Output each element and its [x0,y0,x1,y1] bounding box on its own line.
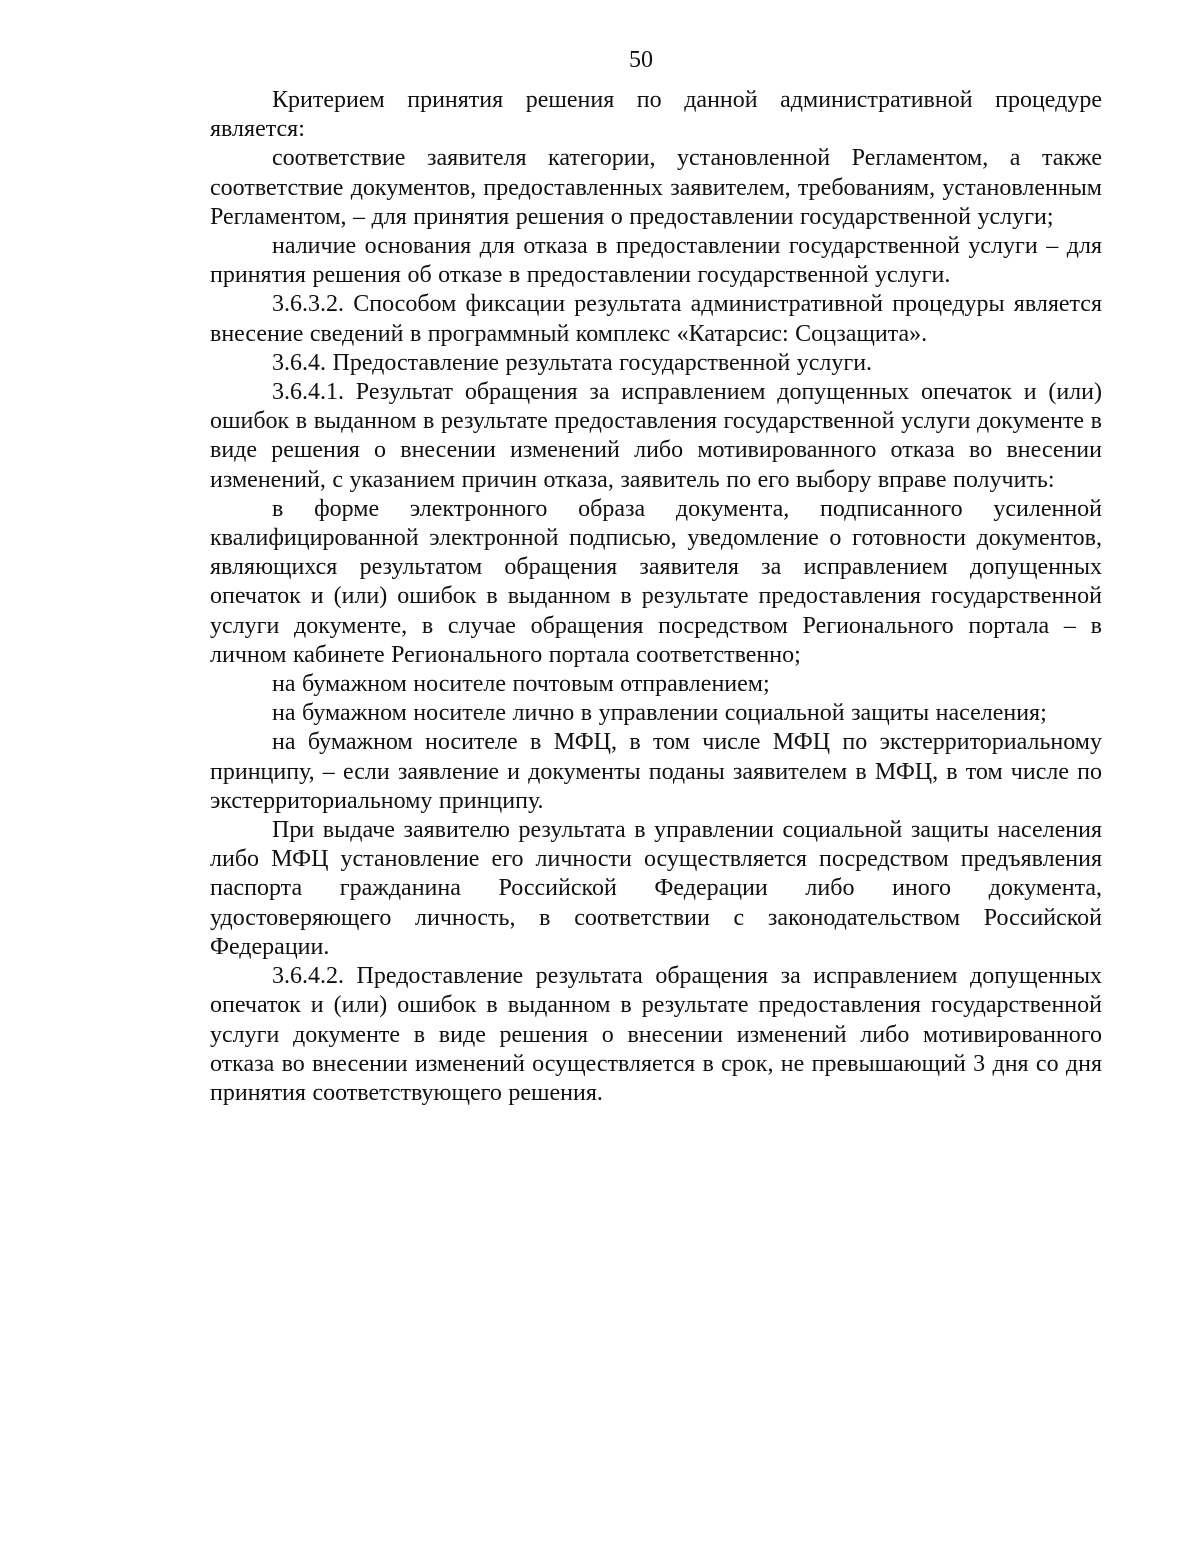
paragraph-identity-check: При выдаче заявителю результата в управлении социальной защиты населения либо МФЦ установление его личности осуществляется посредством предъявления паспорта гражданина Российской Федерации либо иного документа, удостоверяющего личность, в соответствии с законодательством Российской Федерации. [210,817,1102,960]
paragraph-in-person-office: на бумажном носителе лично в управлении социальной защиты населения; [272,700,1047,727]
paragraph-postal-delivery: на бумажном носителе почтовым отправлением; [272,671,770,698]
paragraph-criterion-refusal: наличие основания для отказа в предоставлении государственной услуги – для принятия решения об отказе в предоставлении государственной услуги. [210,233,1102,289]
paragraph-mfc-delivery: на бумажном носителе в МФЦ, в том числе МФЦ по экстерриториальному принципу, – если заявление и документы поданы заявителем в МФЦ, в том числе по экстерриториальному принципу. [210,729,1102,814]
page-number: 50 [629,47,653,73]
paragraph-3-6-4-2: 3.6.4.2. Предоставление результата обращения за исправлением допущенных опечаток и (или) ошибок в выданном в результате предоставления государственной услуги документе в виде решения о внесении изменений либо мотивированного отказа во внесении изменений осуществляется в срок, не превышающий 3 дня со дня принятия соответствующего решения. [210,963,1102,1106]
document-body [210,86,1102,1108]
paragraph-3-6-4-1: 3.6.4.1. Результат обращения за исправлением допущенных опечаток и (или) ошибок в выданном в результате предоставления государственной услуги документе в виде решения о внесении изменений либо мотивированного отказа во внесении изменений, с указанием причин отказа, заявитель по его выбору вправе получить: [210,379,1102,493]
paragraph-electronic-form: в форме электронного образа документа, подписанного усиленной квалифицированной электронной подписью, уведомление о готовности документов, являющихся результатом обращения заявителя за исправлением допущенных опечаток и (или) ошибок в выданном в результате предоставления государственной услуги документе, в случае обращения посредством Регионального портала – в личном кабинете Регионального портала соответственно; [210,495,1102,668]
paragraph-criterion-compliance: соответствие заявителя категории, установленной Регламентом, а также соответствие документов, предоставленных заявителем, требованиям, установленным Регламентом, – для принятия решения о предоставлении государственной услуги; [210,145,1102,230]
paragraph-3-6-3-2: 3.6.3.2. Способом фиксации результата административной процедуры является внесение сведений в программный комплекс «Катарсис: Соцзащита». [210,291,1102,347]
paragraph-3-6-4: 3.6.4. Предоставление результата государственной услуги. [272,349,873,376]
paragraph-criterion-intro: Критерием принятия решения по данной административной процедуре является: [210,87,1102,143]
